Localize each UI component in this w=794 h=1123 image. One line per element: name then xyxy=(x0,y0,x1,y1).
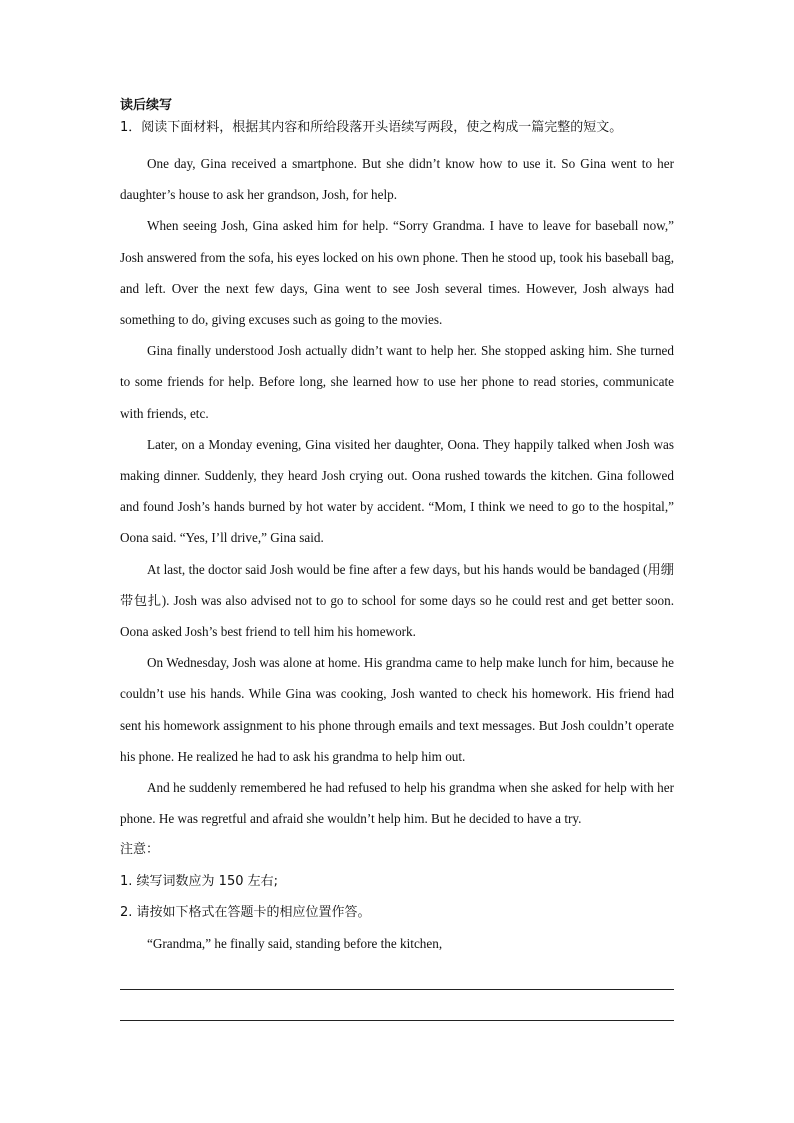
section-title: 读后续写 xyxy=(120,98,173,113)
notes-label: 注意： xyxy=(120,842,160,858)
passage-paragraph-2: When seeing Josh, Gina asked him for help. “Sorry Grandma. I have to leave for baseball now,” Josh answered from the sofa, his eyes locked on his own phone. Then he stood up, took his baseball bag, and left. Over the next few days, Gina went to see Josh several times. However, Josh always had something to do, giving excuses such as going to the movies. xyxy=(120,218,674,328)
passage-paragraph-3: Gina finally understood Josh actually didn’t want to help her. She stopped asking him. She turned to some friends for help. Before long, she learned how to use her phone to read stories, communicate with friends, etc. xyxy=(120,343,674,421)
passage-paragraph-6: On Wednesday, Josh was alone at home. His grandma came to help make lunch for him, because he couldn’t use his hands. While Gina was cooking, Josh wanted to check his homework. His friend had sent his homework assignment to his phone through emails and text messages. But Josh couldn’t operate his phone. He realized he had to ask his grandma to help him out. xyxy=(120,655,674,764)
question-instruction xyxy=(120,118,674,148)
passage-paragraph-1: One day, Gina received a smartphone. But she didn’t know how to use it. So Gina went to her daughter’s house to ask her grandson, Josh, for help. xyxy=(120,156,674,203)
worksheet-page xyxy=(120,96,674,1021)
reading-passage xyxy=(120,148,674,834)
note-item-1: 1. 续写词数应为 150 左右; xyxy=(120,873,278,889)
answer-line-2[interactable] xyxy=(120,990,674,1021)
passage-paragraph-5: At last, the doctor said Josh would be fine after a few days, but his hands would be bandaged (用绷带包扎). Josh was also advised not to go to school for some days so he could rest and get better soon. Oona asked Josh’s best friend to tell him his homework. xyxy=(120,561,674,640)
passage-paragraph-4: Later, on a Monday evening, Gina visited her daughter, Oona. They happily talked when Josh was making dinner. Suddenly, they heard Josh crying out. Oona rushed towards the kitchen. Gina followed and found Josh’s hands burned by hot water by accident. “Mom, I think we need to go to the hospital,” Oona said. “Yes, I’ll drive,” Gina said. xyxy=(120,436,674,546)
notes-section xyxy=(120,834,674,928)
continuation-starter: “Grandma,” he finally said, standing before the kitchen, xyxy=(147,936,443,952)
note-item-2: 2. 请按如下格式在答题卡的相应位置作答。 xyxy=(120,904,371,920)
answer-line-1[interactable] xyxy=(120,959,674,990)
question-text: 阅读下面材料，根据其内容和所给段落开头语续写两段，使之构成一篇完整的短文。 xyxy=(141,120,623,135)
question-number: 1． xyxy=(120,120,142,135)
passage-paragraph-7: And he suddenly remembered he had refused to help his grandma when she asked for help with her phone. He was regretful and afraid she wouldn’t help him. But he decided to have a try. xyxy=(120,780,674,827)
